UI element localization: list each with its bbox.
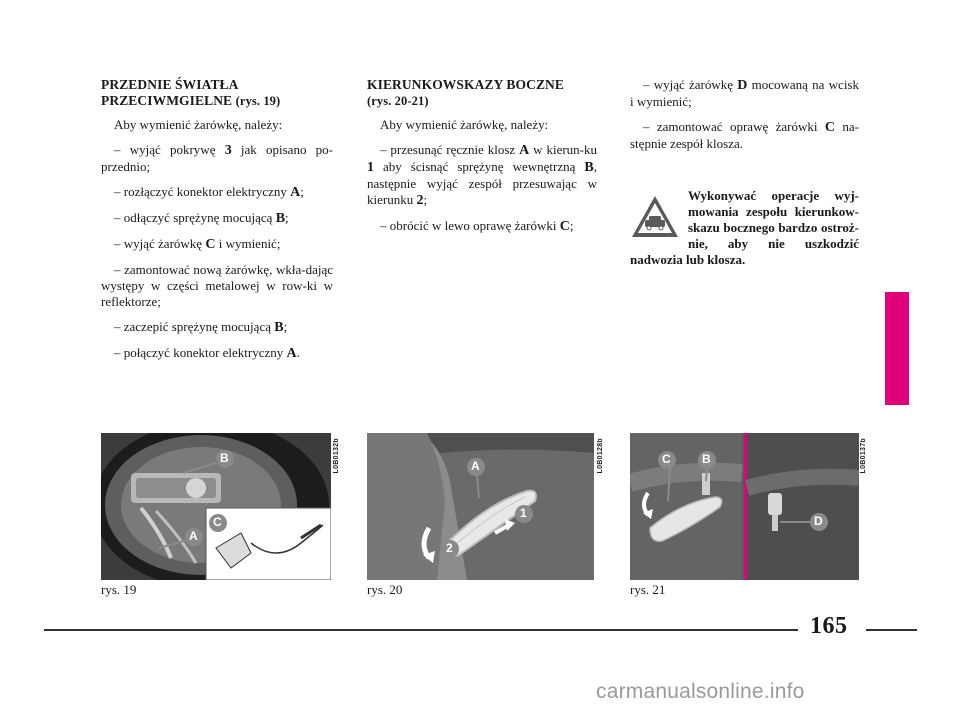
figure-label-a: A <box>189 529 198 543</box>
step: – wyjąć żarówkę D mocowaną na wcisk i wymienić; <box>630 77 859 109</box>
figure-label-c: C <box>213 515 222 529</box>
footer-rule-right <box>866 629 917 631</box>
column-side-indicators <box>367 77 597 244</box>
warning-box <box>630 188 859 268</box>
step: – zamontować oprawę żarówki C na-stępnie zespół klosza. <box>630 119 859 151</box>
section-tab <box>885 292 909 405</box>
figure-code: L0B0132b <box>333 438 340 474</box>
figure-caption: rys. 21 <box>630 582 666 597</box>
heading-fog-lights: PRZEDNIE ŚWIATŁA PRZECIWMGIELNE (rys. 19) <box>101 77 281 108</box>
step: – zaczepić sprężynę mocującą B; <box>114 319 288 335</box>
callouts <box>101 433 331 580</box>
figure-label-2: 2 <box>446 541 453 555</box>
step: – rozłączyć konektor elektryczny A; <box>114 184 304 200</box>
intro-text: Aby wymienić żarówkę, należy: <box>114 117 283 132</box>
figure-label-c: C <box>662 452 671 466</box>
figure-21 <box>630 433 859 580</box>
figure-label-1: 1 <box>520 506 527 520</box>
figure-caption: rys. 19 <box>101 582 137 597</box>
figure-code: L0B0128b <box>597 438 604 474</box>
step: – przesunąć ręcznie klosz A w kierun-ku 1 aby ścisnąć sprężynę wewnętrzną B, następnie wyjąć zespół przesuwając w kierunku 2; <box>367 142 597 208</box>
figure-caption: rys. 20 <box>367 582 403 597</box>
step: – połączyć konektor elektryczny A. <box>114 345 300 361</box>
step: – wyjąć żarówkę C i wymienić; <box>114 236 281 252</box>
warning-triangle-icon <box>630 194 680 240</box>
figure-19 <box>101 433 331 580</box>
figure-label-b: B <box>220 451 229 465</box>
watermark: carmanualsonline.info <box>596 680 805 703</box>
callouts <box>367 433 594 580</box>
warning-text: Wykonywać operacje wyj-mowania zespołu kierunkow-skazu bocznego bardzo ostroż-nie, aby nie uszkodzić nadwozia lub klosza. <box>630 188 859 267</box>
step: – odłączyć sprężynę mocującą B; <box>114 210 289 226</box>
column-fog-lights <box>101 77 333 371</box>
figure-code: L0B0137b <box>860 438 867 474</box>
step: – obrócić w lewo oprawę żarówki C; <box>380 218 574 234</box>
column-continued <box>630 77 859 161</box>
figure-label-a: A <box>471 459 480 473</box>
figure-label-d: D <box>814 514 823 528</box>
heading-side-indicators: KIERUNKOWSKAZY BOCZNE (rys. 20-21) <box>367 77 565 108</box>
step: – wyjąć pokrywę 3 jak opisano po-przednio; <box>101 142 333 174</box>
page-number: 165 <box>810 613 848 639</box>
figure-20 <box>367 433 594 580</box>
footer-rule-left <box>44 629 798 631</box>
intro-text: Aby wymienić żarówkę, należy: <box>380 117 549 132</box>
figure-label-b: B <box>702 452 711 466</box>
step: – zamontować nową żarówkę, wkła-dając występy w części metalowej w row-ki w reflektorze; <box>101 262 333 309</box>
